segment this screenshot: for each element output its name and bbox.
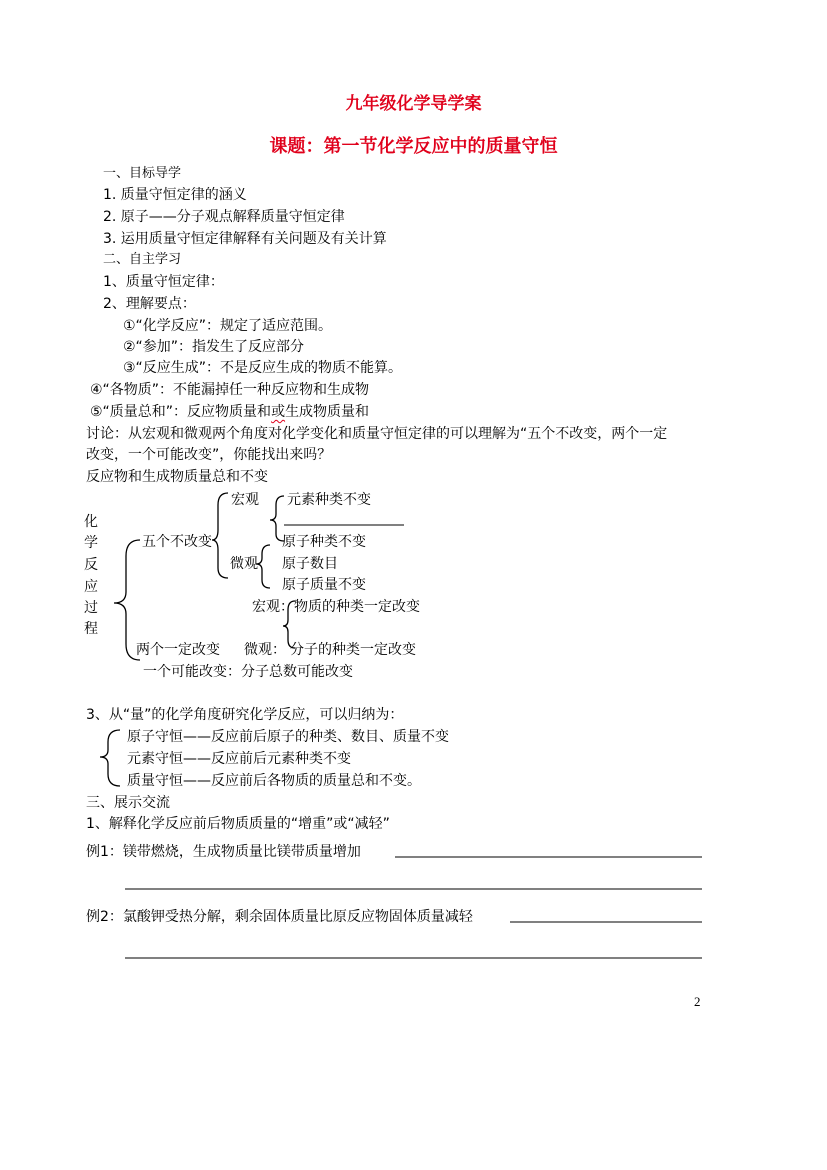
- example-2: 例2：氯酸钾受热分解，剩余固体质量比原反应物固体质量减轻: [86, 909, 473, 925]
- summary-text: 反应物和生成物质量总和不变: [86, 469, 268, 485]
- conservation-item: 原子守恒——反应前后原子的种类、数目、质量不变: [127, 729, 449, 745]
- two-changed-label: 两个一定改变: [136, 642, 220, 658]
- macro2-item: 物质的种类一定改变: [294, 599, 420, 615]
- one-maybe-label: 一个可能改变：分子总数可能改变: [143, 664, 353, 680]
- five-unchanged-brace: [212, 493, 228, 578]
- section-heading-exchange: 三、展示交流: [86, 795, 170, 811]
- key-point: ①“化学反应”：规定了适应范围。: [123, 318, 333, 334]
- discussion-text: 改变，一个可能改变”，你能找出来吗？: [86, 447, 332, 463]
- example-1: 例1：镁带燃烧，生成物质量比镁带质量增加: [86, 844, 361, 860]
- lesson-title: 课题：第一节化学反应中的质量守恒: [269, 136, 558, 157]
- study-item: 1、质量守恒定律：: [103, 274, 224, 290]
- micro2-label: 微观：: [244, 642, 286, 658]
- goal-item: 3. 运用质量守恒定律解释有关问题及有关计算: [103, 231, 387, 247]
- macro2-label: 宏观：: [252, 599, 294, 615]
- process-char: 化: [84, 514, 98, 530]
- process-char: 反: [84, 557, 98, 573]
- key-point-prefix: ⑤“质量总和”：反应物质量和: [90, 404, 272, 420]
- key-point: [90, 403, 369, 421]
- process-char: 应: [84, 579, 98, 595]
- process-char: 学: [84, 535, 98, 551]
- micro-brace: [256, 545, 270, 588]
- page-number: 2: [694, 994, 701, 1009]
- micro-label: 微观: [230, 556, 258, 572]
- discussion-text: 讨论：从宏观和微观两个角度对化学变化和质量守恒定律的可以理解为“五个不改变，两个一定: [86, 426, 668, 442]
- five-unchanged-label: 五个不改变: [142, 534, 212, 550]
- key-point-wavy-word: 或: [271, 404, 286, 420]
- study-item: 2、理解要点：: [103, 296, 196, 312]
- conservation-brace: [100, 730, 120, 786]
- process-char: 程: [84, 621, 98, 637]
- key-point: ③“反应生成”：不是反应生成的物质不能算。: [123, 360, 403, 376]
- goal-item: 2. 原子——分子观点解释质量守恒定律: [103, 209, 345, 225]
- macro-item: 元素种类不变: [287, 492, 371, 508]
- key-point-suffix: 生成物质量和: [285, 404, 370, 420]
- micro2-item: 分子的种类一定改变: [290, 642, 416, 658]
- conservation-item: 质量守恒——反应前后各物质的质量总和不变。: [127, 773, 421, 789]
- micro-item: 原子种类不变: [282, 534, 366, 550]
- micro-item: 原子质量不变: [282, 577, 366, 593]
- macro-label: 宏观: [231, 492, 259, 508]
- key-point: ②“参加”：指发生了反应部分: [123, 339, 305, 355]
- conservation-intro: 3、从“量”的化学角度研究化学反应，可以归纳为：: [86, 707, 404, 723]
- key-point: ④“各物质”：不能漏掉任一种反应物和生成物: [90, 382, 370, 398]
- exchange-item: 1、解释化学反应前后物质质量的“增重”或“减轻”: [86, 816, 390, 832]
- conservation-item: 元素守恒——反应前后元素种类不变: [127, 751, 351, 767]
- section-heading-self-study: 二、自主学习: [103, 252, 182, 267]
- process-char: 过: [84, 600, 98, 616]
- section-heading-goals: 一、目标导学: [103, 166, 182, 181]
- micro-item: 原子数目: [282, 556, 338, 572]
- page-title: 九年级化学导学案: [345, 94, 482, 114]
- goal-item: 1. 质量守恒定律的涵义: [103, 187, 247, 203]
